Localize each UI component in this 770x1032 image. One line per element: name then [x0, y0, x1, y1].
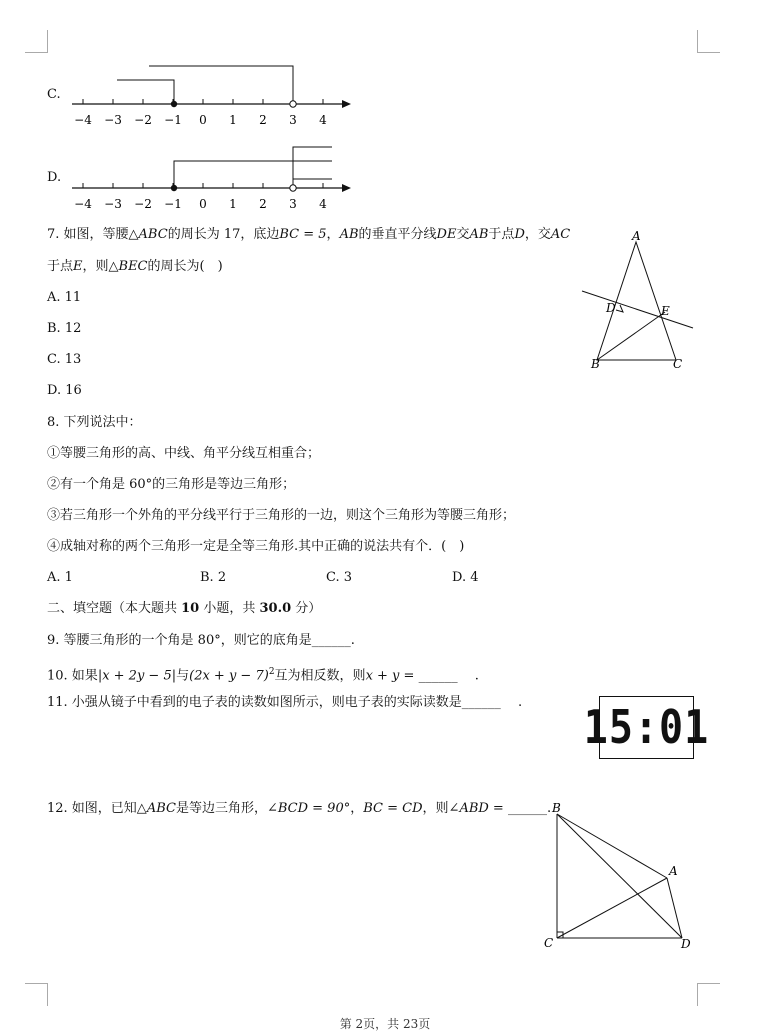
q7-label-a: A: [632, 229, 641, 243]
clock-reading: 15:01: [583, 701, 710, 754]
q12-figure: [540, 800, 700, 960]
mirror-clock: [583, 696, 710, 759]
q8-statement-2: ②有一个角是 60°的三角形是等边三角形；: [47, 477, 296, 492]
tick-label: −2: [134, 197, 152, 211]
q12-label-a: A: [669, 864, 678, 878]
q8-stem: 8. 下列说法中：: [47, 415, 142, 430]
q12-label-c: C: [544, 936, 554, 950]
q8-option-b[interactable]: B. 2: [200, 570, 227, 585]
number-line-c: [62, 58, 382, 128]
solid-point-c: [171, 101, 177, 107]
tick-label: −3: [104, 197, 122, 211]
crop-mark-bottom-left: [25, 983, 48, 1006]
q8-statement-4: ④成轴对称的两个三角形一定是全等三角形.其中正确的说法共有个．( ): [47, 539, 465, 554]
crop-mark-top-left: [25, 30, 48, 53]
tick-label: 4: [319, 113, 327, 127]
tick-label: 2: [259, 113, 267, 127]
tick-label: 0: [199, 197, 207, 211]
q7-label-b: B: [591, 357, 600, 371]
q7-option-d[interactable]: D. 16: [47, 383, 82, 398]
tick-label: −1: [164, 113, 182, 127]
q7-option-c[interactable]: C. 13: [47, 352, 82, 367]
number-line-d: [62, 142, 382, 212]
tick-label: −2: [134, 113, 152, 127]
tick-label: 4: [319, 197, 327, 211]
q12-text: 12. 如图，已知△ABC是等边三角形，∠BCD = 90°，BC = CD，则∠ABD = ______.: [47, 801, 552, 816]
tick-label: 3: [289, 113, 297, 127]
q7-label-c: C: [673, 357, 683, 371]
q10-text: 10. 如果|x + 2y − 5|与$(2x + y - 7)^2$互为相反数，则x + y = ______ .: [47, 667, 479, 684]
tick-label: −4: [74, 197, 92, 211]
ticks-c: [74, 99, 327, 127]
ticks-d: [74, 183, 327, 211]
q11-text: 11. 小强从镜子中看到的电子表的读数如图所示，则电子表的实际读数是______ .: [47, 695, 523, 710]
q7-triangle-figure: [578, 228, 718, 378]
q7-label-d: D: [606, 301, 616, 315]
q8-option-d[interactable]: D. 4: [452, 570, 479, 585]
tick-label: 1: [229, 113, 237, 127]
option-d-label: D.: [47, 170, 62, 185]
tick-label: 1: [229, 197, 237, 211]
tick-label: 0: [199, 113, 207, 127]
q12-label-d: D: [681, 937, 691, 951]
q8-option-c[interactable]: C. 3: [326, 570, 353, 585]
hollow-point-d: [290, 185, 296, 191]
q8-option-a[interactable]: A. 1: [47, 570, 73, 585]
q7-stem-line2: 于点E，则△BEC的周长为( ): [47, 259, 223, 274]
tick-label: −3: [104, 113, 122, 127]
crop-mark-top-right: [697, 30, 720, 53]
hollow-point-c: [290, 101, 296, 107]
q9-text: 9. 等腰三角形的一个角是 80°，则它的底角是______.: [47, 633, 355, 648]
option-c-label: C.: [47, 87, 61, 102]
section-heading-fill-in: 二、填空题（本大题共 10 小题，共 30.0 分）: [47, 601, 322, 616]
solid-point-d: [171, 185, 177, 191]
q7-option-a[interactable]: A. 11: [47, 290, 82, 305]
q7-option-b[interactable]: B. 12: [47, 321, 82, 336]
q8-statement-1: ①等腰三角形的高、中线、角平分线互相重合；: [47, 446, 321, 461]
q7-stem-line1: 7. 如图，等腰△ABC的周长为 17，底边BC = 5，AB的垂直平分线DE交AB于点D，交AC: [47, 227, 571, 242]
page-footer: 第 2页，共 23页: [339, 1017, 431, 1031]
q8-statement-3: ③若三角形一个外角的平分线平行于三角形的一边，则这个三角形为等腰三角形；: [47, 508, 516, 523]
crop-mark-bottom-right: [697, 983, 720, 1006]
q12-label-b: B: [552, 801, 561, 815]
q7-label-e: E: [661, 304, 670, 318]
tick-label: 2: [259, 197, 267, 211]
tick-label: 3: [289, 197, 297, 211]
tick-label: −4: [74, 113, 92, 127]
tick-label: −1: [164, 197, 182, 211]
